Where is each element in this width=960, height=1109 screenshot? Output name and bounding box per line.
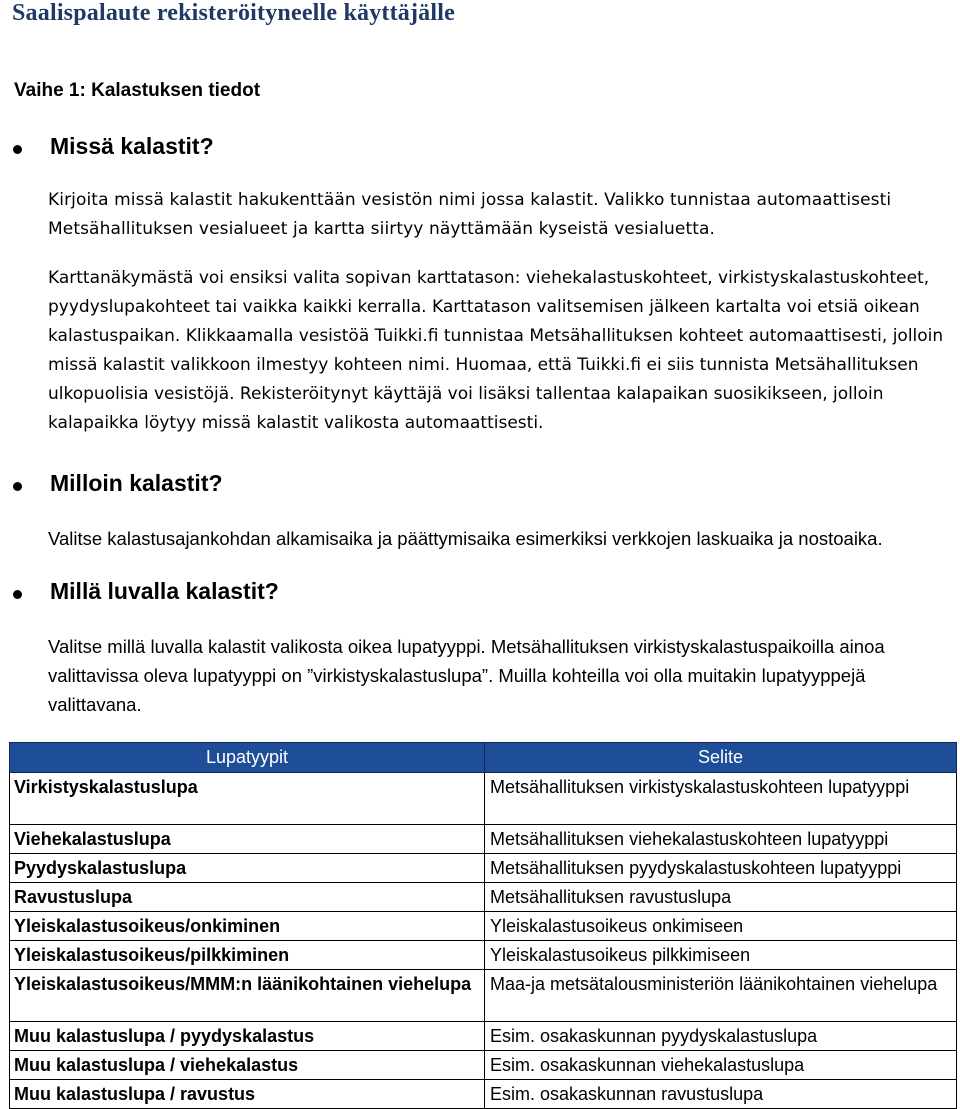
license-description: Yleiskalastusoikeus onkimiseen <box>485 912 957 941</box>
license-description: Metsähallituksen virkistyskalastuskohteen lupatyyppi <box>485 773 957 825</box>
table-row <box>10 1051 957 1080</box>
license-description: Yleiskalastusoikeus pilkkimiseen <box>485 941 957 970</box>
license-name: Muu kalastuslupa / viehekalastus <box>10 1051 485 1080</box>
table-row <box>10 941 957 970</box>
table-row <box>10 1080 957 1109</box>
license-type-table <box>9 742 957 1109</box>
license-description: Esim. osakaskunnan viehekalastuslupa <box>485 1051 957 1080</box>
paragraph: Valitse kalastusajankohdan alkamisaika ja päättymisaika esimerkiksi verkkojen laskuaika ja nostoaika. <box>48 528 883 549</box>
license-description: Maa-ja metsätalousministeriön läänikohtainen viehelupa <box>485 970 957 1022</box>
bullet-icon <box>13 590 22 599</box>
section-heading-text: Missä kalastit? <box>50 133 214 159</box>
table-header-license-types: Lupatyypit <box>10 743 485 773</box>
step-heading: Vaihe 1: Kalastuksen tiedot <box>14 80 261 101</box>
section-heading-text: Milloin kalastit? <box>50 470 223 496</box>
paragraph: Karttanäkymästä voi ensiksi valita sopivan karttatason: viehekalastuskohteet, virkistyskalastuskohteet, pyydyslupakohteet tai vaikka kaikki kerralla. Karttatason valitsemisen jälkeen kartalta voi etsiä oikean kalastuspaikan. Klikkaamalla vesistöä Tuikki.fi tunnistaa Metsähallituksen kohteet automaattisesti, jolloin missä kalastit valikkoon ilmestyy kohteen nimi. Huomaa, että Tuikki.fi ei siis tunnista Metsähallituksen ulkopuolisia vesistöjä. Rekisteröitynyt käyttäjä voi lisäksi tallentaa kalapaikan suosikikseen, jolloin kalapaikka löytyy missä kalastit valikosta automaattisesti. <box>48 268 944 433</box>
license-name: Muu kalastuslupa / ravustus <box>10 1080 485 1109</box>
license-description: Metsähallituksen viehekalastuskohteen lupatyyppi <box>485 825 957 854</box>
bullet-icon <box>13 145 22 154</box>
license-name: Ravustuslupa <box>10 883 485 912</box>
table-row <box>10 825 957 854</box>
table-row <box>10 773 957 825</box>
license-description: Metsähallituksen ravustuslupa <box>485 883 957 912</box>
paragraph: Valitse millä luvalla kalastit valikosta oikea lupatyyppi. Metsähallituksen virkistyskalastuspaikoilla ainoa valittavissa oleva lupatyyppi on ”virkistyskalastuslupa”. Muilla kohteilla voi olla muitakin lupatyyppejä valittavana. <box>48 636 885 715</box>
section-heading-which-license <box>50 578 279 605</box>
license-description: Esim. osakaskunnan pyydyskalastuslupa <box>485 1022 957 1051</box>
license-name: Muu kalastuslupa / pyydyskalastus <box>10 1022 485 1051</box>
license-name: Yleiskalastusoikeus/onkiminen <box>10 912 485 941</box>
table-row <box>10 970 957 1022</box>
license-name: Viehekalastuslupa <box>10 825 485 854</box>
paragraph: Kirjoita missä kalastit hakukenttään vesistön nimi jossa kalastit. Valikko tunnistaa automaattisesti Metsähallituksen vesialueet ja kartta siirtyy näyttämään kyseistä vesialuetta. <box>48 190 892 239</box>
license-description: Esim. osakaskunnan ravustuslupa <box>485 1080 957 1109</box>
license-name: Virkistyskalastuslupa <box>10 773 485 825</box>
license-name: Yleiskalastusoikeus/pilkkiminen <box>10 941 485 970</box>
table-row <box>10 912 957 941</box>
table-row <box>10 1022 957 1051</box>
table-header-row <box>10 743 957 773</box>
section-heading-when <box>50 470 223 497</box>
table-row <box>10 854 957 883</box>
section-heading-where <box>50 133 214 160</box>
table-header-description: Selite <box>485 743 957 773</box>
table-row <box>10 883 957 912</box>
license-description: Metsähallituksen pyydyskalastuskohteen lupatyyppi <box>485 854 957 883</box>
section-heading-text: Millä luvalla kalastit? <box>50 578 279 604</box>
bullet-icon <box>13 482 22 491</box>
license-name: Pyydyskalastuslupa <box>10 854 485 883</box>
page-title: Saalispalaute rekisteröityneelle käyttäjälle <box>12 0 455 26</box>
license-name: Yleiskalastusoikeus/MMM:n läänikohtainen viehelupa <box>10 970 485 1022</box>
